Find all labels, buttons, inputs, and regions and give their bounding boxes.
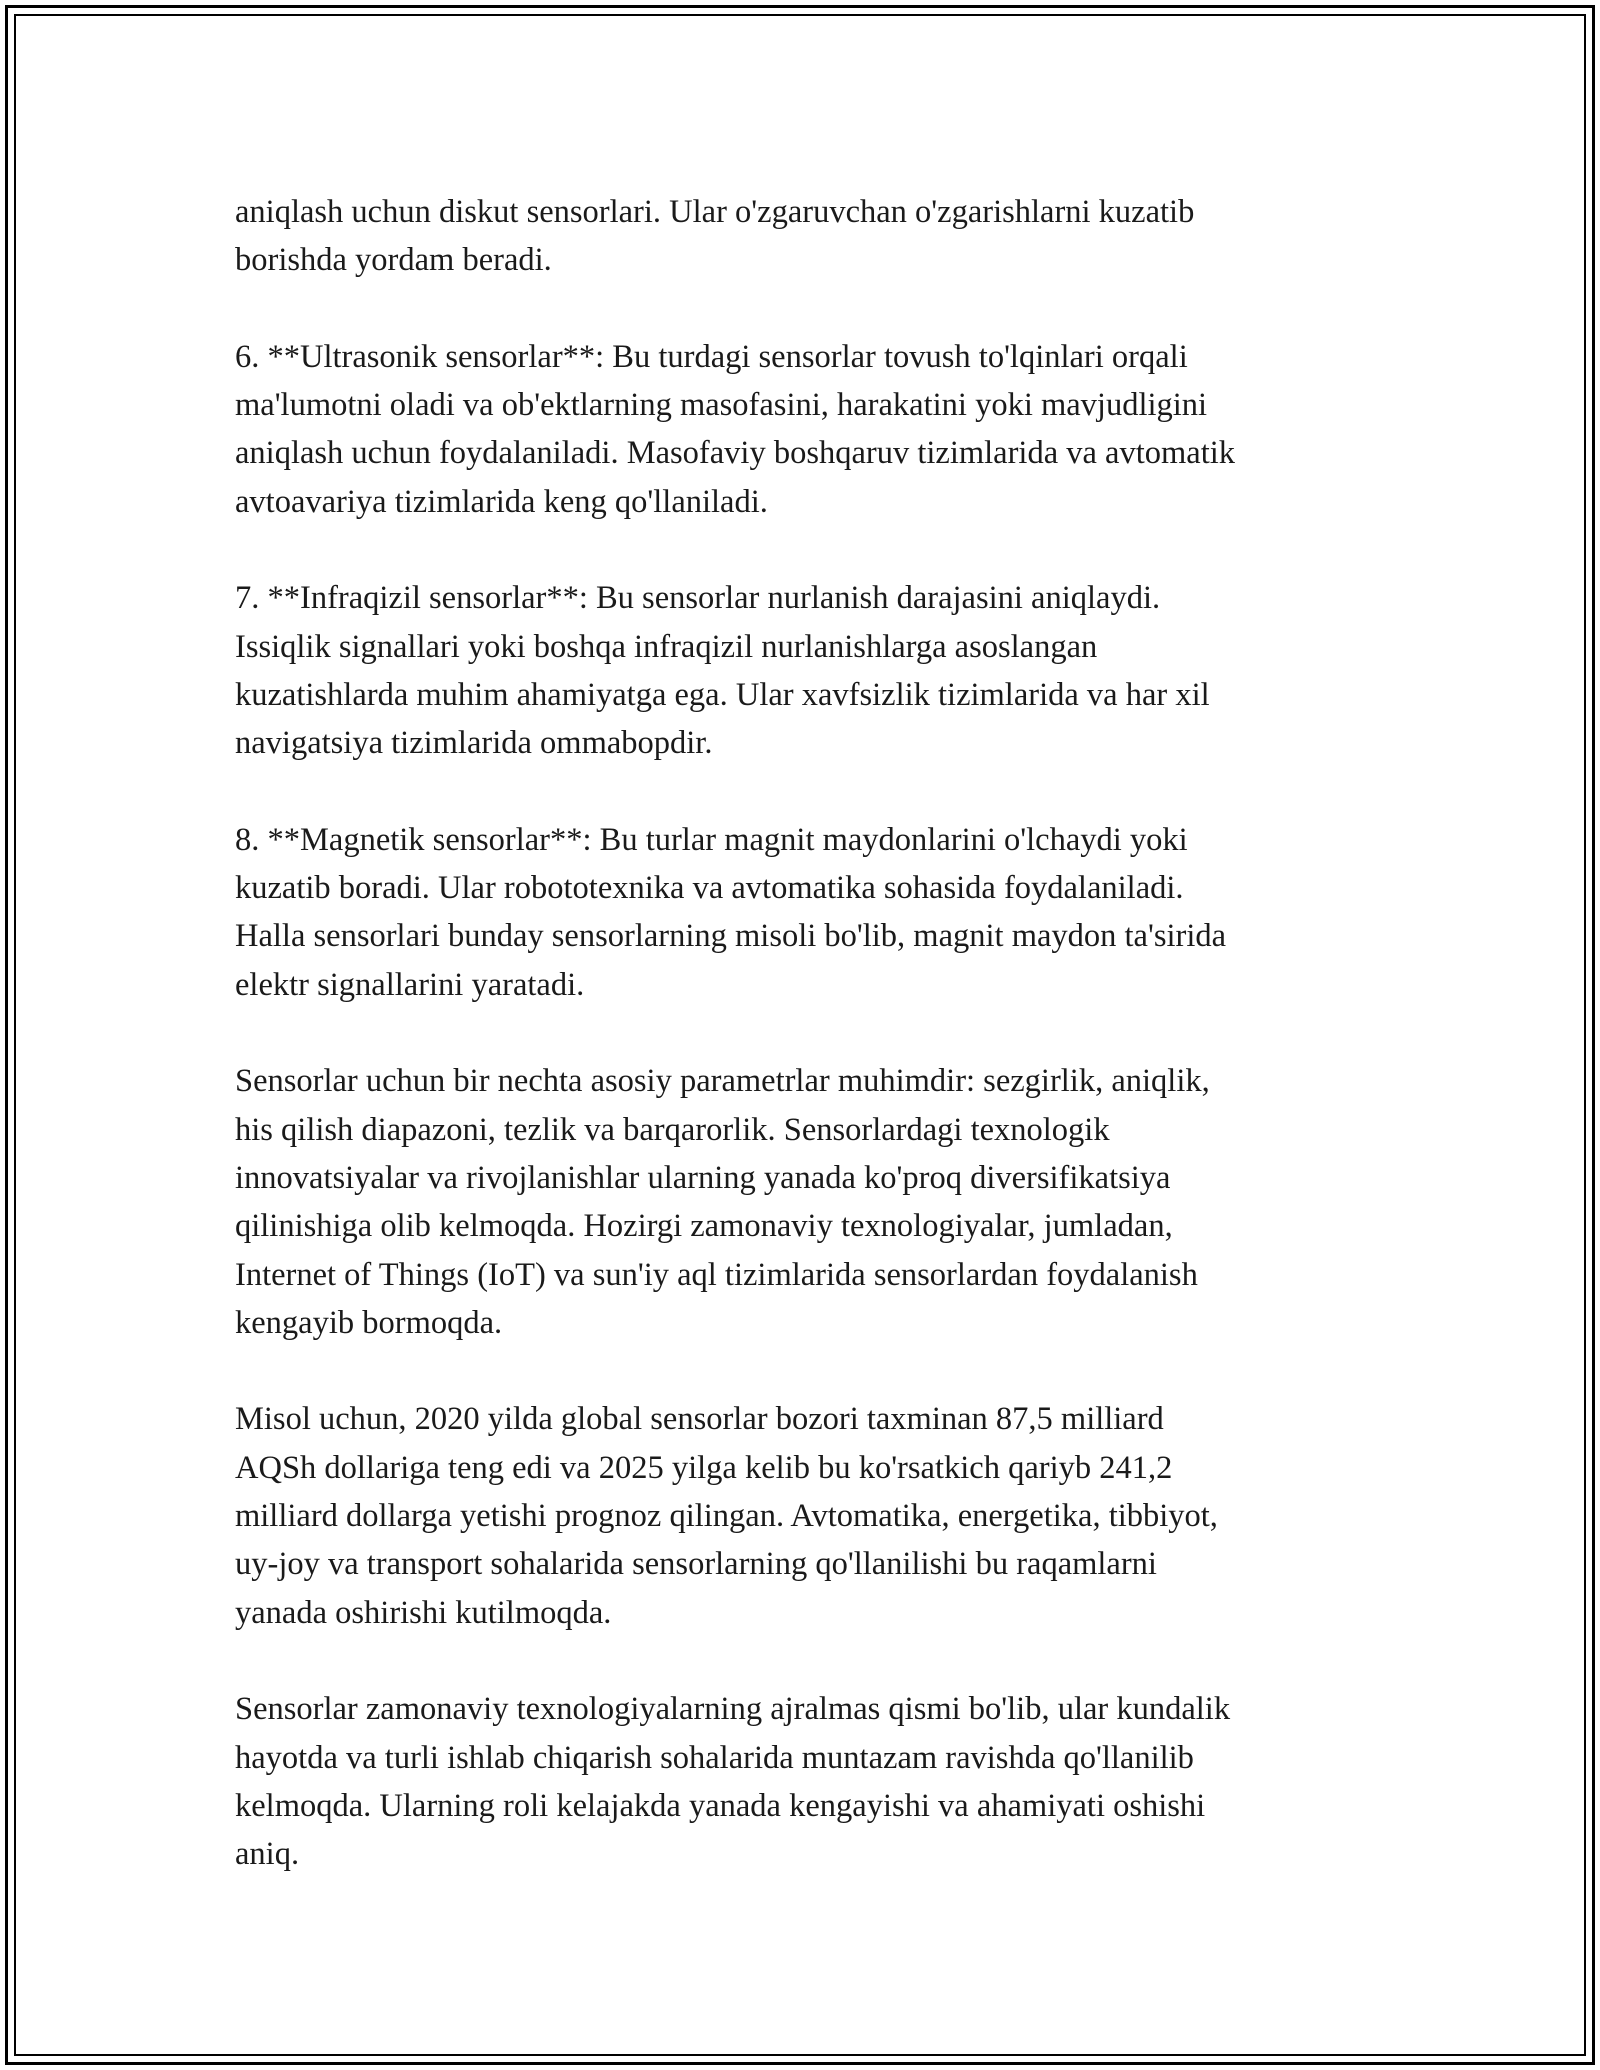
paragraph-market-figures xyxy=(235,1395,1375,1636)
text-line: avtoavariya tizimlarida keng qo'llaniladi. xyxy=(235,483,768,520)
text-line: hayotda va turli ishlab chiqarish sohalarida muntazam ravishda qo'llanilib xyxy=(235,1739,1194,1776)
text-line: navigatsiya tizimlarida ommabopdir. xyxy=(235,725,713,762)
text-line: Internet of Things (IoT) va sun'iy aql tizimlarida sensorlardan foydalanish xyxy=(235,1256,1198,1293)
text-line: Sensorlar uchun bir nechta asosiy parametrlar muhimdir: sezgirlik, aniqlik, xyxy=(235,1063,1210,1100)
paragraph-sensor-parameters xyxy=(235,1057,1375,1347)
paragraph-magnetic-sensors xyxy=(235,816,1375,1009)
paragraph-ultrasonic-sensors xyxy=(235,333,1375,526)
text-line: uy-joy va transport sohalarida sensorlarning qo'llanilishi bu raqamlarni xyxy=(235,1546,1157,1583)
text-line: 7. **Infraqizil sensorlar**: Bu sensorlar nurlanish darajasini aniqlaydi. xyxy=(235,580,1161,617)
text-line: yanada oshirishi kutilmoqda. xyxy=(235,1594,612,1631)
text-line: Sensorlar zamonaviy texnologiyalarning ajralmas qismi bo'lib, ular kundalik xyxy=(235,1691,1231,1728)
text-line: 8. **Magnetik sensorlar**: Bu turlar magnit maydonlarini o'lchaydi yoki xyxy=(235,821,1188,858)
text-line: 6. **Ultrasonik sensorlar**: Bu turdagi sensorlar tovush to'lqinlari orqali xyxy=(235,338,1188,375)
text-line: kelmoqda. Ularning roli kelajakda yanada kengayishi va ahamiyati oshishi xyxy=(235,1787,1206,1824)
paragraph-continuation xyxy=(235,188,1375,285)
text-line: kuzatib boradi. Ular robototexnika va avtomatika sohasida foydalaniladi. xyxy=(235,870,1184,907)
text-line: aniq. xyxy=(235,1836,300,1873)
text-line: innovatsiyalar va rivojlanishlar ularning yanada ko'proq diversifikatsiya xyxy=(235,1159,1171,1196)
text-line: AQSh dollariga teng edi va 2025 yilga kelib bu ko'rsatkich qariyb 241,2 xyxy=(235,1449,1173,1486)
text-line: kuzatishlarda muhim ahamiyatga ega. Ular xavfsizlik tizimlarida va har xil xyxy=(235,676,1210,713)
text-line: Misol uchun, 2020 yilda global sensorlar bozori taxminan 87,5 milliard xyxy=(235,1401,1164,1438)
text-line: elektr signallarini yaratadi. xyxy=(235,966,585,1003)
text-line: qilinishiga olib kelmoqda. Hozirgi zamonaviy texnologiyalar, jumladan, xyxy=(235,1208,1173,1245)
text-line: milliard dollarga yetishi prognoz qilingan. Avtomatika, energetika, tibbiyot, xyxy=(235,1498,1218,1535)
text-line: aniqlash uchun foydalaniladi. Masofaviy boshqaruv tizimlarida va avtomatik xyxy=(235,435,1236,472)
text-line: Issiqlik signallari yoki boshqa infraqizil nurlanishlarga asoslangan xyxy=(235,628,1098,665)
text-line: aniqlash uchun diskut sensorlari. Ular o'zgaruvchan o'zgarishlarni kuzatib xyxy=(235,194,1195,230)
text-line: kengayib bormoqda. xyxy=(235,1304,503,1341)
paragraph-conclusion xyxy=(235,1685,1375,1878)
text-line: his qilish diapazoni, tezlik va barqarorlik. Sensorlardagi texnologik xyxy=(235,1111,1110,1148)
paragraph-infrared-sensors xyxy=(235,574,1375,767)
text-line: ma'lumotni oladi va ob'ektlarning masofasini, harakatini yoki mavjudligini xyxy=(235,387,1208,424)
text-line: Halla sensorlari bunday sensorlarning misoli bo'lib, magnit maydon ta'sirida xyxy=(235,918,1227,955)
document-body xyxy=(235,188,1375,1927)
text-line: borishda yordam beradi. xyxy=(235,242,552,279)
